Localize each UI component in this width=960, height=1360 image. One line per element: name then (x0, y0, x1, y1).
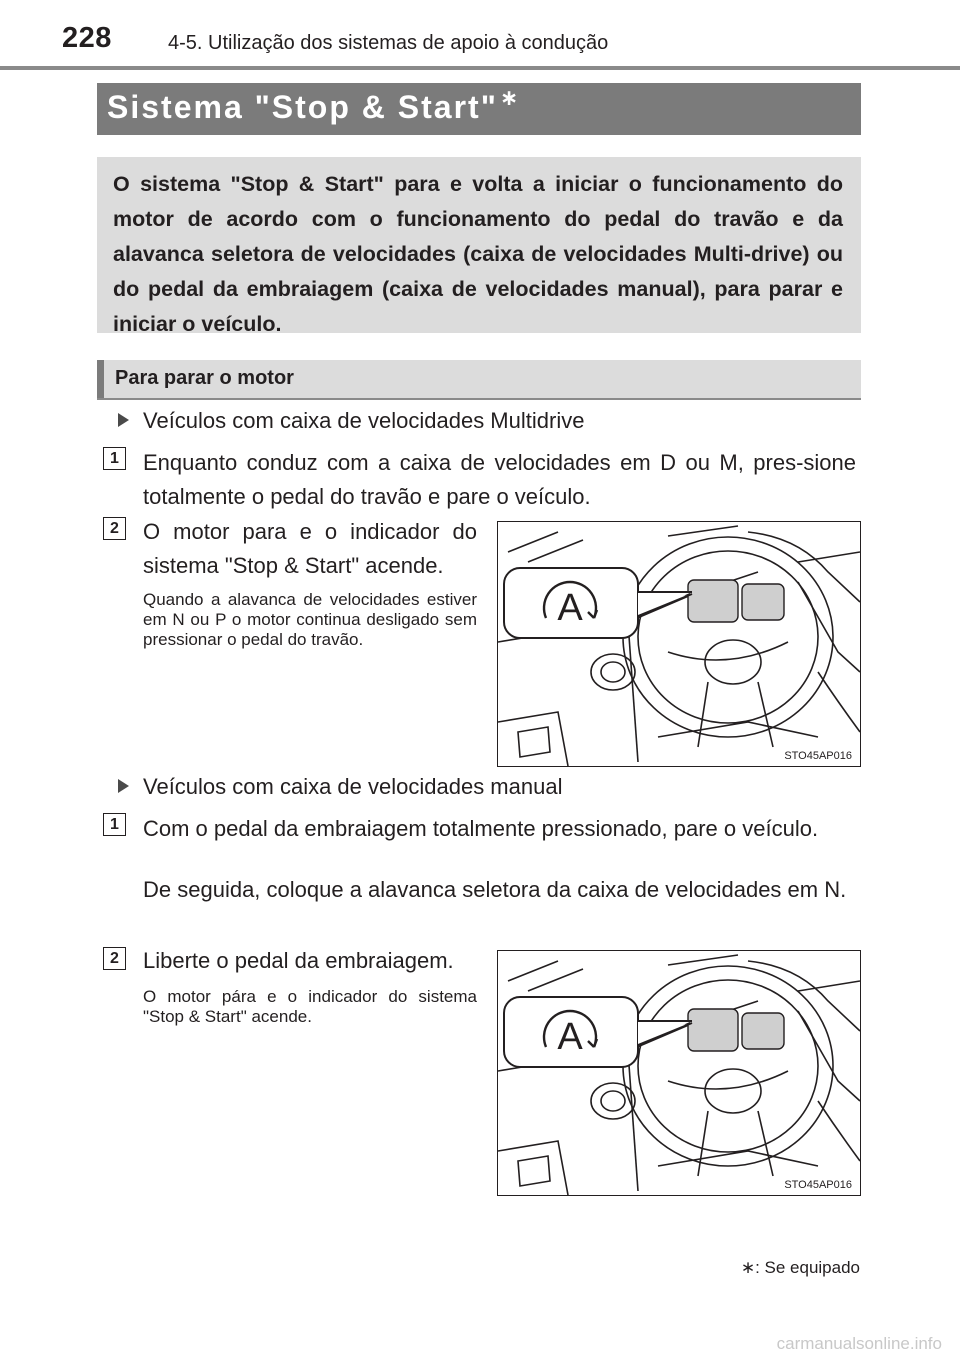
triangle-bullet-icon (118, 779, 129, 793)
dashboard-illustration (497, 521, 861, 767)
dashboard-illustration (497, 950, 861, 1196)
footnote-text: : Se equipado (755, 1258, 860, 1277)
steering-wheel-illustration (498, 522, 860, 766)
page-number: 228 (62, 22, 112, 54)
asterisk-icon: ∗ (740, 1258, 756, 1277)
intro-text: O sistema "Stop & Start" para e volta a iniciar o funcionamento do motor de acordo com o funcionamento do pedal do travão e da alavanca seletora de velocidades (caixa de velocidades Multi-drive) ou do pedal da embraiagem (caixa de velocidades manual), para parar e iniciar o veículo. (113, 172, 843, 336)
chapter-title: 4-5. Utilização dos sistemas de apoio à condução (168, 32, 609, 54)
manual-step-2-text: Liberte o pedal da embraiagem. (143, 948, 454, 973)
figure-code: STO45AP016 (784, 750, 852, 762)
bullet-manual-text: Veículos com caixa de velocidades manual (143, 774, 563, 799)
subsection-heading (97, 360, 861, 400)
step-number-badge: 1 (103, 447, 126, 470)
triangle-bullet-icon (118, 413, 129, 427)
steering-wheel-illustration (498, 951, 860, 1195)
bullet-manual (118, 774, 562, 800)
intro-box (97, 157, 861, 336)
bullet-multidrive (118, 408, 584, 434)
manual-step-1-text-2: De seguida, coloque a alavanca seletora da caixa de velocidades em N. (143, 877, 847, 902)
step-number-badge: 2 (103, 947, 126, 970)
figure-label-a: A (557, 587, 583, 629)
subsection-heading-text: Para parar o motor (115, 367, 294, 389)
watermark: carmanualsonline.info (776, 1334, 942, 1353)
footnote (741, 1258, 860, 1278)
step-2-note: Quando a alavanca de velocidades estiver em N ou P o motor continua desligado sem pressionar o pedal do travão. (143, 590, 477, 649)
step-number-badge: 2 (103, 517, 126, 540)
figure-code: STO45AP016 (784, 1179, 852, 1191)
step-2-text: O motor para e o indicador do sistema "Stop & Start" acende. (143, 519, 477, 578)
step-number-badge: 1 (103, 813, 126, 836)
section-title-text: Sistema "Stop & Start" (107, 89, 498, 125)
heading-accent-bar (97, 360, 104, 398)
step-1-text: Enquanto conduz com a caixa de velocidades em D ou M, pres-sione totalmente o pedal do travão e pare o veículo. (143, 450, 856, 509)
section-title (107, 85, 521, 126)
header-rule (0, 66, 960, 70)
asterisk-icon: ∗ (499, 85, 521, 110)
bullet-multidrive-text: Veículos com caixa de velocidades Multidrive (143, 408, 585, 433)
manual-step-2-note: O motor pára e o indicador do sistema "Stop & Start" acende. (143, 987, 477, 1026)
section-title-bar (97, 83, 861, 135)
figure-label-a: A (557, 1016, 583, 1058)
manual-step-1-text: Com o pedal da embraiagem totalmente pressionado, pare o veículo. (143, 816, 819, 841)
